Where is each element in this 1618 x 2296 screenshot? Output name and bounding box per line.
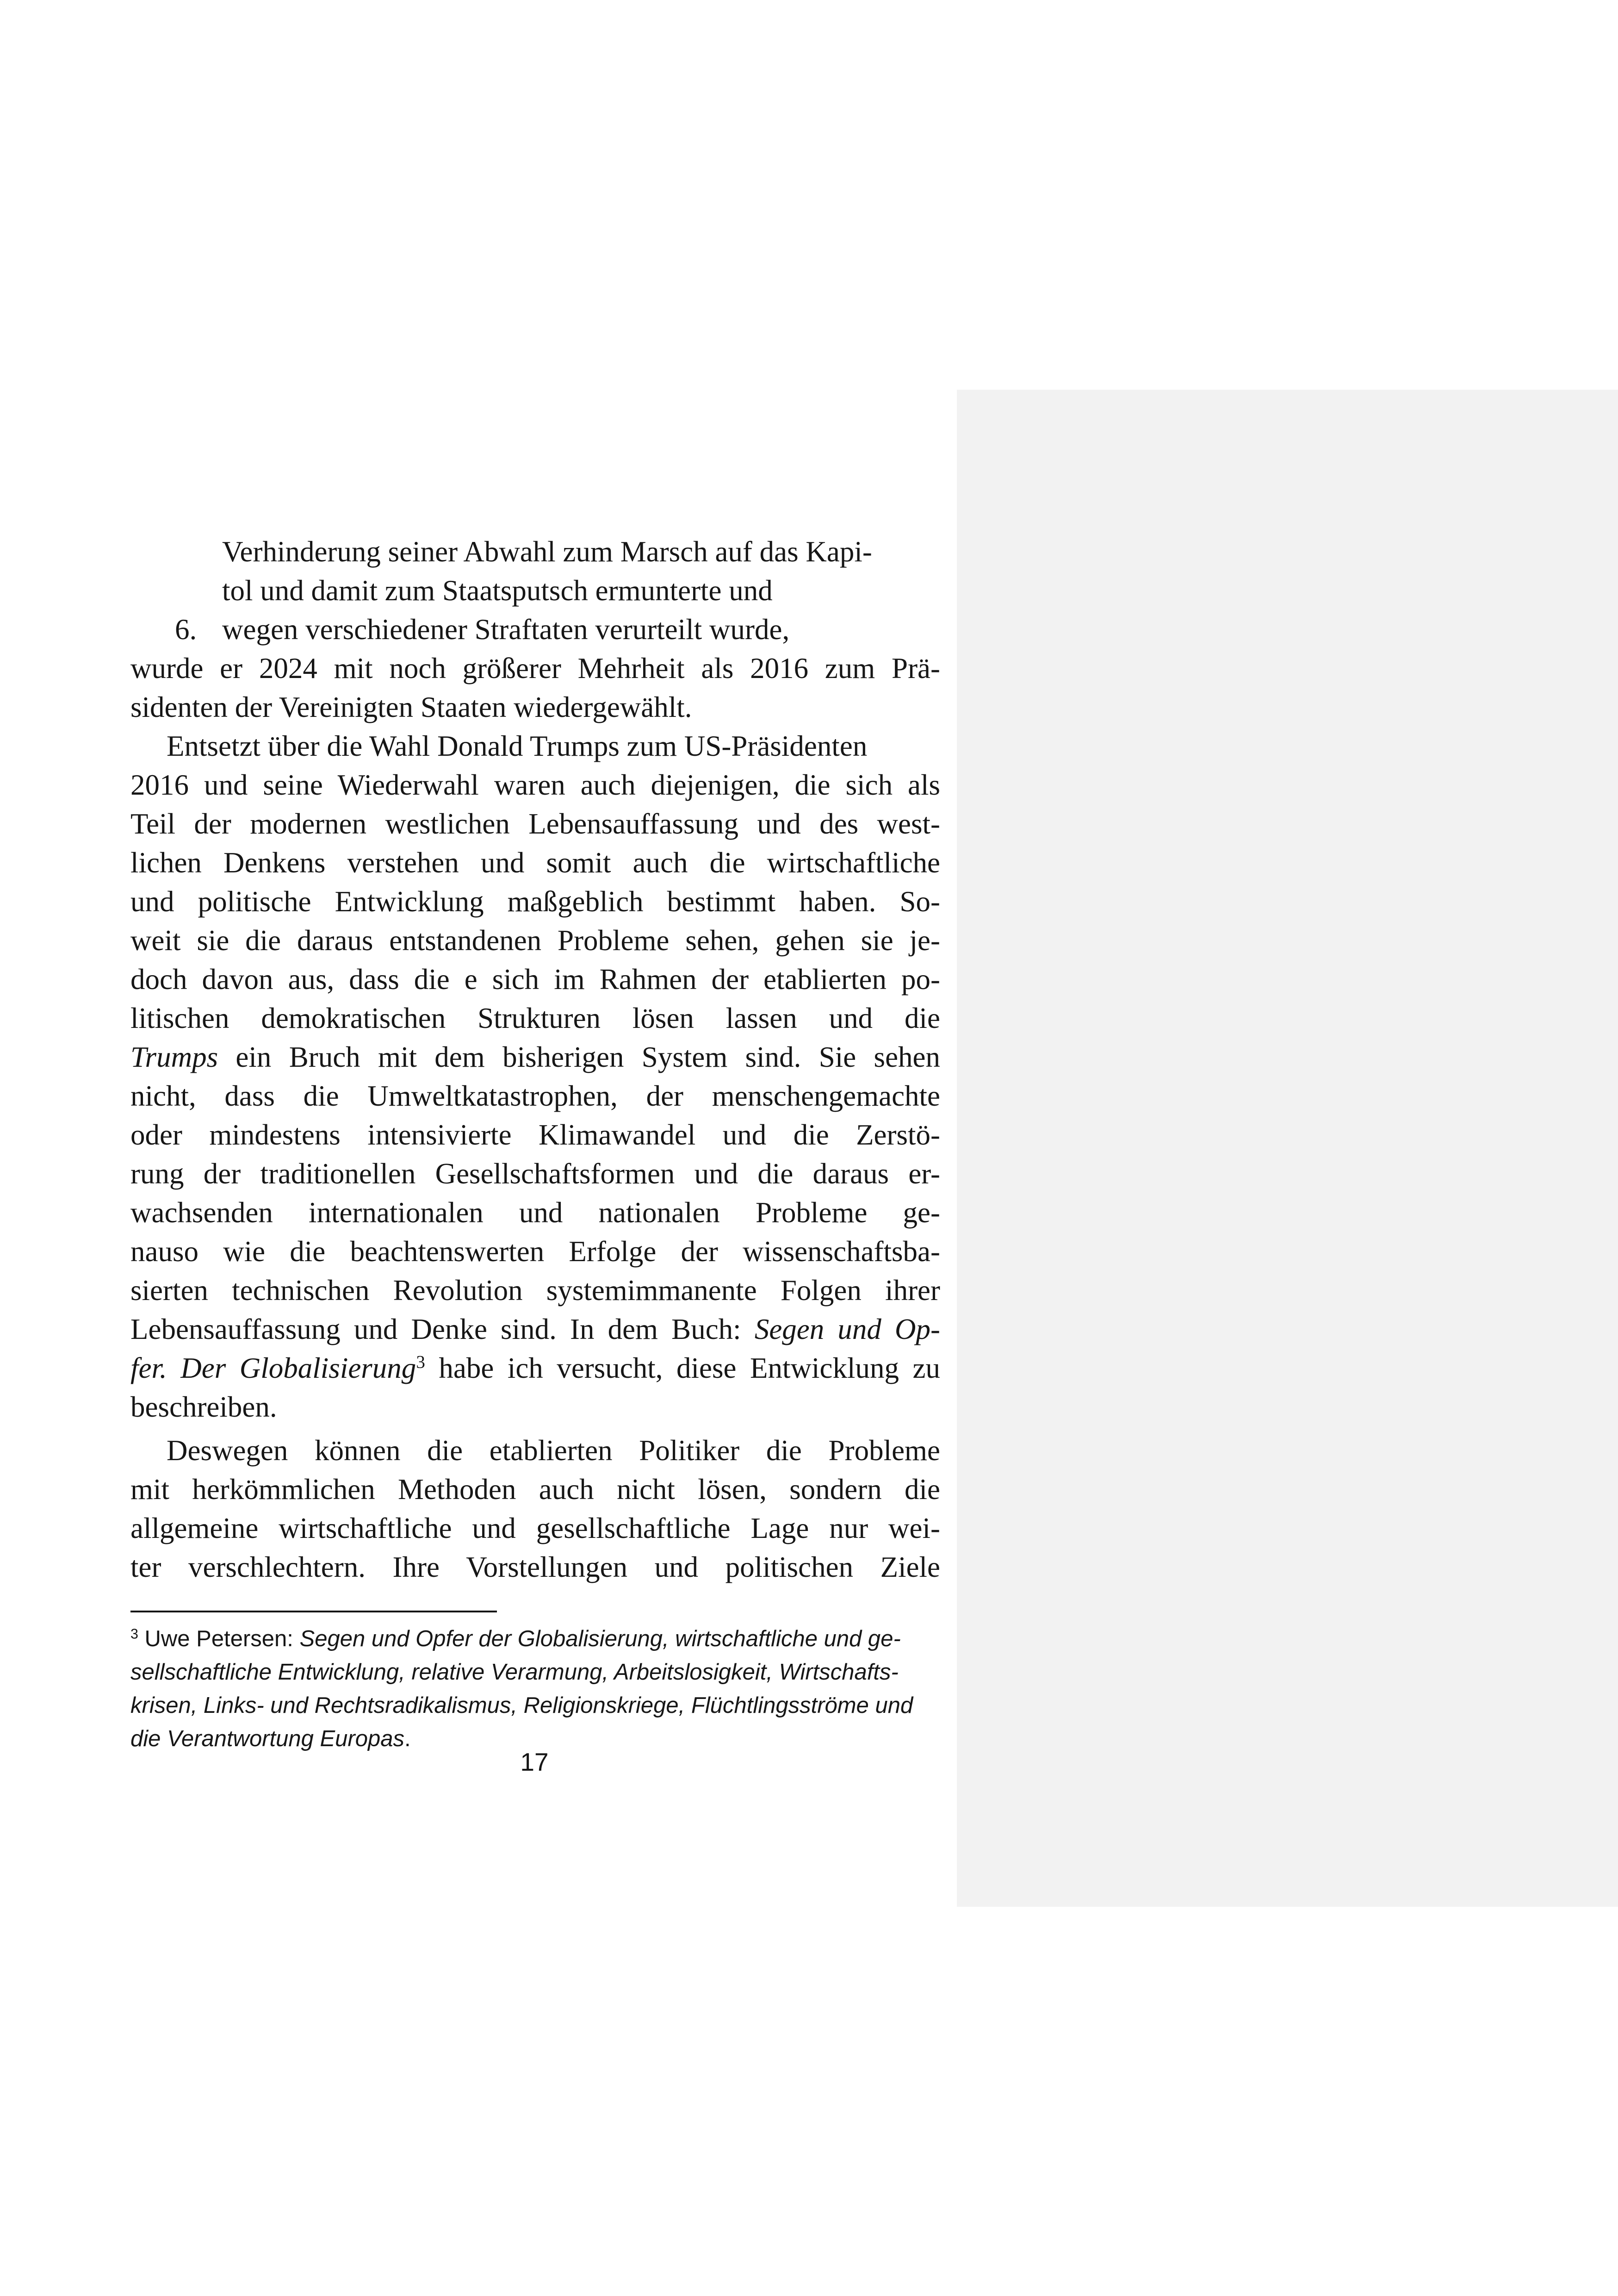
paragraph-line: Lebensauffassung und Denke sind. In dem Buch: Segen und Op- xyxy=(130,1313,940,1345)
footnote-marker: 3 xyxy=(130,1626,138,1642)
paragraph-line: nicht, dass die Umweltkatastrophen, der menschengemachte xyxy=(130,1080,940,1112)
list-item-text: wegen verschiedener Straftaten verurteilt wurde, xyxy=(222,613,790,646)
paragraph-line: Trumps ein Bruch mit dem bisherigen System sind. Sie sehen xyxy=(130,1041,940,1073)
comment-margin-panel xyxy=(957,390,1618,1907)
paragraph-line: doch davon aus, dass die e sich im Rahmen der etablierten po- xyxy=(130,963,940,996)
footnote-line: sellschaftliche Entwicklung, relative Verarmung, Arbeitslosigkeit, Wirtschafts- xyxy=(130,1660,899,1685)
italic-term: Trumps xyxy=(130,1041,218,1073)
paragraph-line: fer. Der Globalisierung$^3$ habe ich versucht, diese Entwicklung zu xyxy=(130,1352,940,1384)
paragraph-line: mit herkömmlichen Methoden auch nicht lösen, sondern die xyxy=(130,1473,940,1506)
page-number: 17 xyxy=(520,1748,549,1776)
footnote-author: Uwe Petersen: xyxy=(138,1626,300,1651)
book-title: Segen und Op- xyxy=(754,1313,940,1345)
paragraph-line: Deswegen können die etablierten Politiker die Probleme xyxy=(167,1434,940,1467)
book-title: fer. Der Globalisierung xyxy=(130,1352,416,1384)
paragraph-line: litischen demokratischen Strukturen lösen lassen und die xyxy=(130,1002,940,1034)
footnote-line: $^3$ Uwe Petersen: Segen und Opfer der Globalisierung, wirtschaftliche und ge- xyxy=(130,1626,901,1651)
paragraph-line: ter verschlechtern. Ihre Vorstellungen und politischen Ziele xyxy=(130,1551,940,1583)
list-continuation-line: tol und damit zum Staatsputsch ermunterte und xyxy=(222,574,773,607)
paragraph-line: weit sie die daraus entstandenen Probleme sehen, gehen sie je- xyxy=(130,924,940,957)
paragraph-line: rung der traditionellen Gesellschaftsformen und die daraus er- xyxy=(130,1157,940,1190)
footnote-line: krisen, Links- und Rechtsradikalismus, Religionskriege, Flüchtlingsströme und xyxy=(130,1693,913,1718)
paragraph-line: oder mindestens intensivierte Klimawandel und die Zerstö- xyxy=(130,1119,940,1151)
paragraph-line: wurde er 2024 mit noch größerer Mehrheit als 2016 zum Prä- xyxy=(130,652,940,684)
paragraph-line: wachsenden internationalen und nationalen Probleme ge- xyxy=(130,1196,940,1229)
footnote-reference[interactable]: 3 xyxy=(416,1352,425,1372)
paragraph-line: Teil der modernen westlichen Lebensauffassung und des west- xyxy=(130,808,940,840)
paragraph-line: beschreiben. xyxy=(130,1391,277,1423)
list-item-6 xyxy=(130,610,940,649)
paragraph-line: lichen Denkens verstehen und somit auch die wirtschaftliche xyxy=(130,846,940,879)
body-text xyxy=(130,532,940,1587)
paragraph-line: sidenten der Vereinigten Staaten wiedergewählt. xyxy=(130,691,692,723)
paragraph-line: Entsetzt über die Wahl Donald Trumps zum US-Präsidenten xyxy=(167,730,868,762)
paragraph-line: allgemeine wirtschaftliche und gesellschaftliche Lage nur wei- xyxy=(130,1512,940,1544)
list-continuation-line: Verhinderung seiner Abwahl zum Marsch auf das Kapi- xyxy=(222,535,872,568)
paragraph-line: 2016 und seine Wiederwahl waren auch diejenigen, die sich als xyxy=(130,769,940,801)
footnote-separator xyxy=(130,1611,497,1612)
footnote xyxy=(130,1622,940,1755)
paragraph-line: und politische Entwicklung maßgeblich bestimmt haben. So- xyxy=(130,885,940,918)
paragraph-line: nauso wie die beachtenswerten Erfolge der wissenschaftsba- xyxy=(130,1235,940,1268)
paragraph-line: sierten technischen Revolution systemimmanente Folgen ihrer xyxy=(130,1274,940,1307)
footnote-line: die Verantwortung Europas. xyxy=(130,1726,411,1751)
list-number: 6. xyxy=(175,613,197,646)
